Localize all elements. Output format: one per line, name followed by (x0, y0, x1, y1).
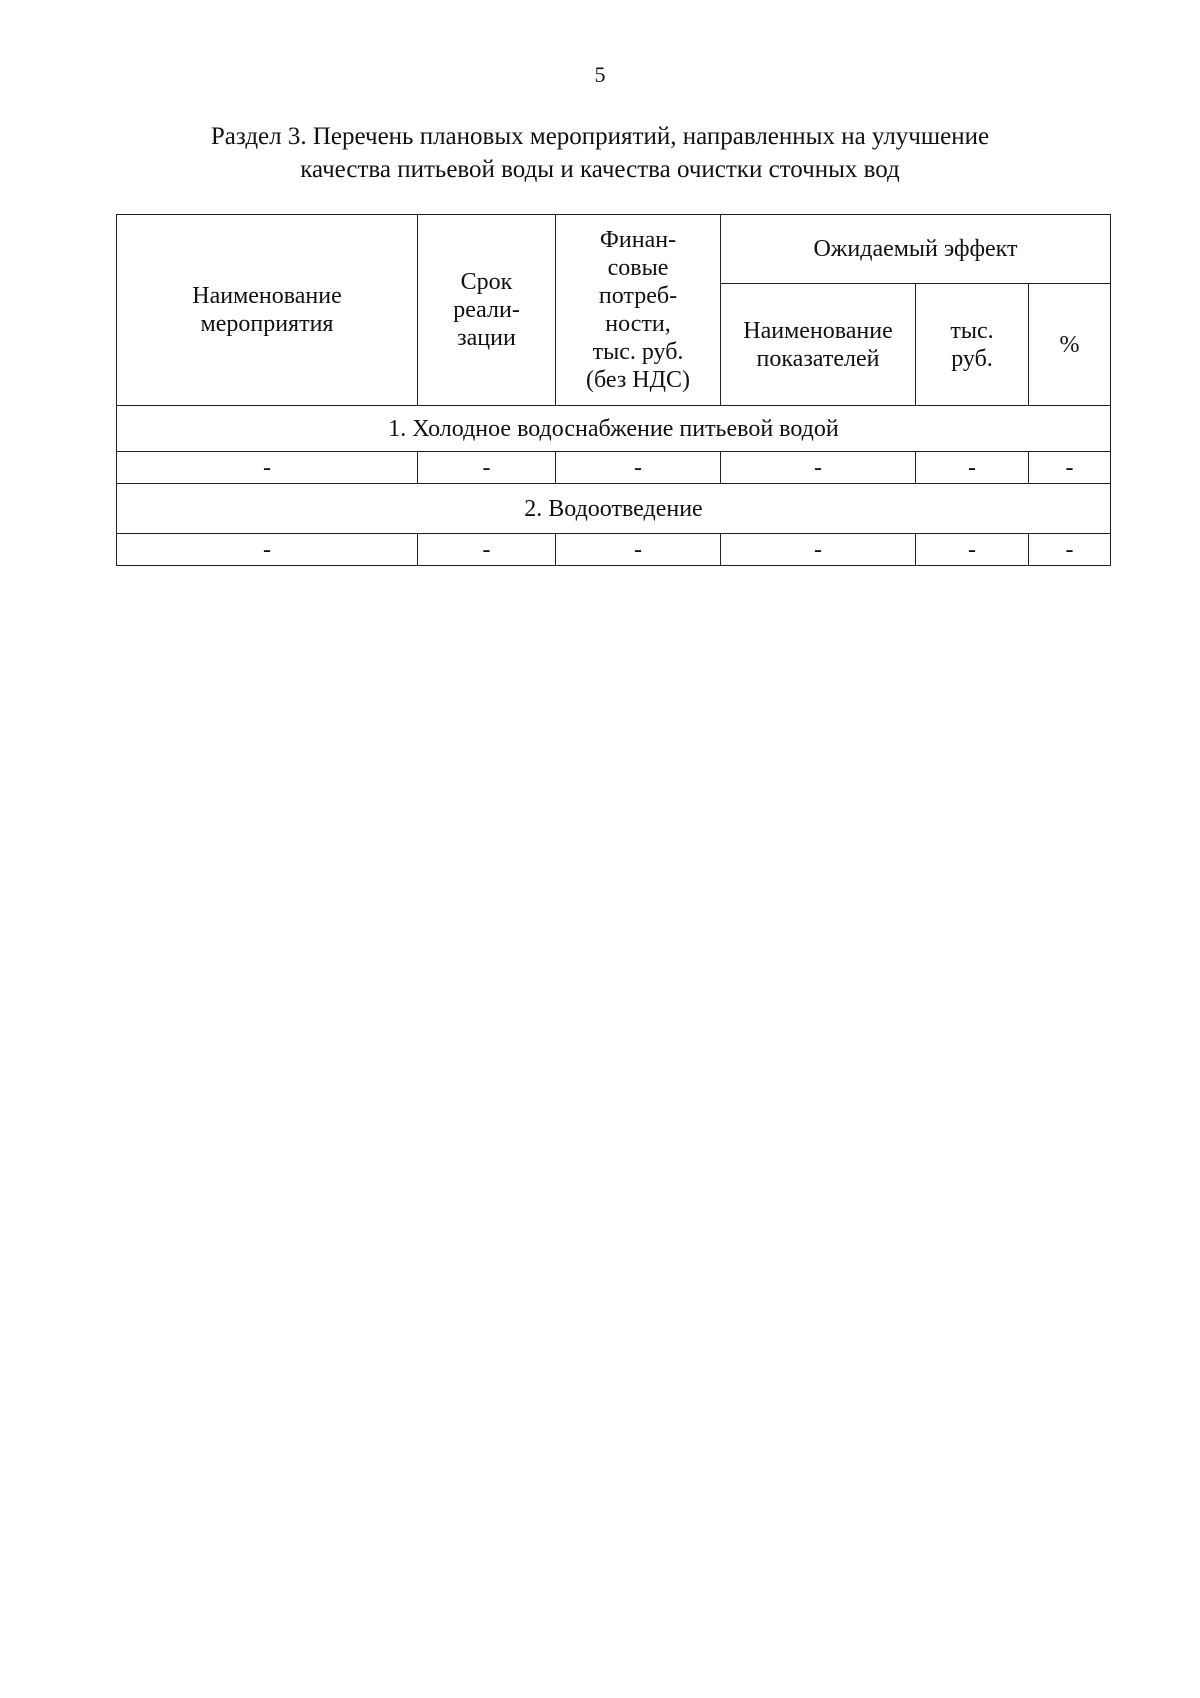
table-cell: - (916, 534, 1029, 566)
header-finance: Финан- совые потреб- ности, тыс. руб. (без НДС) (556, 215, 721, 406)
group-row (117, 406, 1111, 452)
table-row (117, 534, 1111, 566)
table-cell: - (418, 534, 556, 566)
group-title: 1. Холодное водоснабжение питьевой водой (117, 406, 1111, 452)
table-cell: - (916, 452, 1029, 484)
table-cell: - (721, 534, 916, 566)
table-cell: - (117, 452, 418, 484)
header-measure-name: Наименование мероприятия (117, 215, 418, 406)
header-thousand-rub: тыс. руб. (916, 284, 1029, 406)
table-cell: - (556, 452, 721, 484)
group-title: 2. Водоотведение (117, 484, 1111, 534)
table-cell: - (721, 452, 916, 484)
section-title-line-2: качества питьевой воды и качества очистки сточных вод (300, 156, 900, 183)
table-cell: - (1029, 452, 1111, 484)
page-number: 5 (594, 62, 606, 87)
table-row (117, 452, 1111, 484)
group-row (117, 484, 1111, 534)
header-term: Срок реали- зации (418, 215, 556, 406)
section-title (100, 120, 1100, 186)
header-indicators: Наименование показателей (721, 284, 916, 406)
section-title-line-1: Раздел 3. Перечень плановых мероприятий, направленных на улучшение (210, 123, 990, 150)
table-cell: - (418, 452, 556, 484)
table-cell: - (1029, 534, 1111, 566)
table-cell: - (117, 534, 418, 566)
table-cell: - (556, 534, 721, 566)
header-percent: % (1029, 284, 1111, 406)
table-header-row (117, 215, 1111, 284)
header-expected-effect: Ожидаемый эффект (721, 215, 1111, 284)
measures-table (116, 214, 1111, 566)
